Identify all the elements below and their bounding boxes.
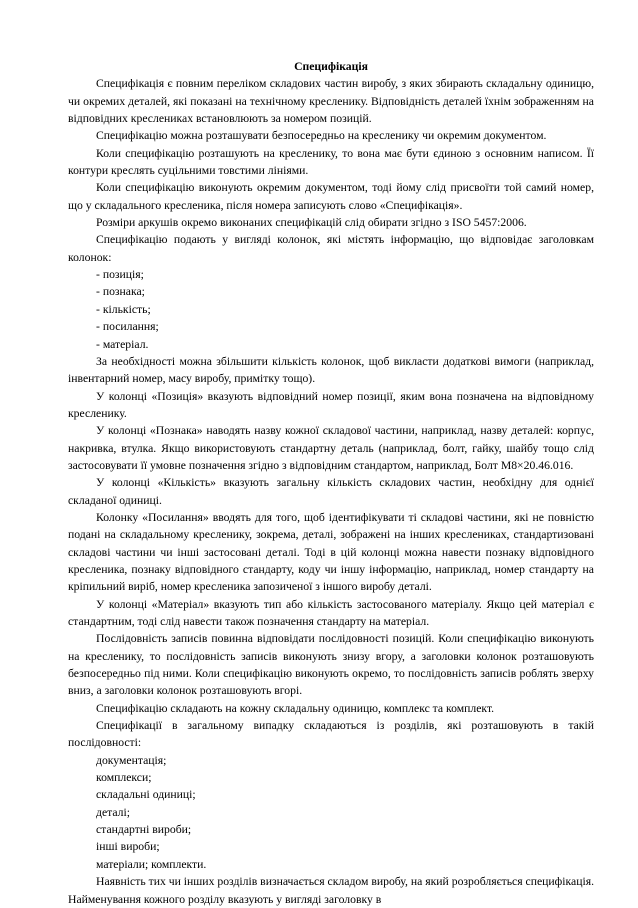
paragraph: У колонці «Матеріал» вказують тип або кількість застосованого матеріалу. Якщо цей матеріал є стандартним, тоді слід навести також позначення стандарту на матеріал. — [68, 597, 594, 628]
section-list — [68, 752, 594, 873]
document-page — [68, 58, 594, 908]
list-item: документація; — [96, 753, 167, 767]
list-item: - позиція; — [96, 268, 144, 282]
paragraph: Специфікацію подають у вигляді колонок, які містять інформацію, що відповідає заголовкам колонок: — [68, 233, 594, 264]
list-item: стандартні вироби; — [96, 823, 192, 837]
list-item: - познака; — [96, 285, 145, 299]
list-item: інші вироби; — [96, 840, 160, 854]
list-item: комплекси; — [96, 771, 152, 785]
paragraph: Колонку «Посилання» вводять для того, щоб ідентифікувати ті складові частини, які не повністю подані на складальному кресленику, зокрема, деталі, зображені на інших креслениках, стандартизовані складові частини чи інші застосовані деталі. Тоді в цій колонці можна навести познаку відповідного кресленика, познаку відповідного стандарту, коду чи іншу інформацію, наприклад, номер стандарту на кріпильний виріб, номер кресленика запозиченої з іншого виробу деталі. — [68, 510, 594, 594]
paragraph: У колонці «Позиція» вказують відповідний номер позиції, яким вона позначена на відповідному кресленику. — [68, 389, 594, 420]
paragraph: Послідовність записів повинна відповідати послідовності позицій. Коли специфікацію виконують на кресленику, то послідовність записів виконують знизу вгору, а заголовки колонок розташовують безпосередньо під ними. Коли специфікацію виконують окремо, то послідовність записів роблять зверху вниз, а заголовки колонок розташовують вгорі. — [68, 632, 594, 698]
list-item: - матеріал. — [96, 337, 149, 351]
paragraph: Коли специфікацію розташують на кресленику, то вона має бути єдиною з основним написом. Її контури креслять суцільними товстими лініями. — [68, 146, 594, 178]
document-title: Специфікація — [294, 60, 368, 73]
paragraph: Специфікація є повним переліком складових частин виробу, з яких збирають складальну одиницю, чи окремих деталей, які показані на технічному кресленику. Відповідність деталей їхнім зображенням на відповідних креслениках встановлюють за номером позицій. — [68, 77, 594, 126]
paragraph: Специфікації в загальному випадку складаються із розділів, які розташовують в такій послідовності: — [68, 719, 594, 750]
paragraph: У колонці «Познака» наводять назву кожної складової частини, наприклад, назву деталей: корпус, накривка, втулка. Якщо використовують стандартну деталь (наприклад, болт, гайку, шайбу тощо слід застосовувати її умовне позначення згідно з відповідним стандартом, наприклад, Болт М8×20.46.016. — [68, 424, 594, 472]
list-item: матеріали; комплекти. — [96, 857, 207, 871]
list-item: деталі; — [96, 805, 131, 819]
column-list — [68, 266, 594, 353]
paragraph: Специфікацію можна розташувати безпосередньо на кресленику чи окремим документом. — [96, 129, 547, 143]
list-item: - кількість; — [96, 302, 151, 316]
paragraph: Коли специфікацію виконують окремим документом, тоді йому слід присвоїти той самий номер, що у складального кресленика, після номера записують слово «Специфікація». — [68, 181, 594, 212]
paragraph: За необхідності можна збільшити кількість колонок, щоб викласти додаткові вимоги (наприклад, інвентарний номер, масу виробу, примітку тощо). — [68, 354, 594, 386]
paragraph: У колонці «Кількість» вказують загальну кількість складових частин, необхідну для однієї складаної одиниці. — [68, 476, 594, 507]
list-item: складальні одиниці; — [96, 788, 196, 802]
paragraph: Наявність тих чи інших розділів визначається складом виробу, на який розробляється специфікація. Найменування кожного розділу вказують у вигляді заголовку в — [68, 875, 594, 906]
paragraph: Специфікацію складають на кожну складальну одиницю, комплекс та комплект. — [96, 701, 495, 715]
paragraph: Розміри аркушів окремо виконаних специфікацій слід обирати згідно з ISO 5457:2006. — [96, 216, 527, 230]
list-item: - посилання; — [96, 320, 159, 334]
